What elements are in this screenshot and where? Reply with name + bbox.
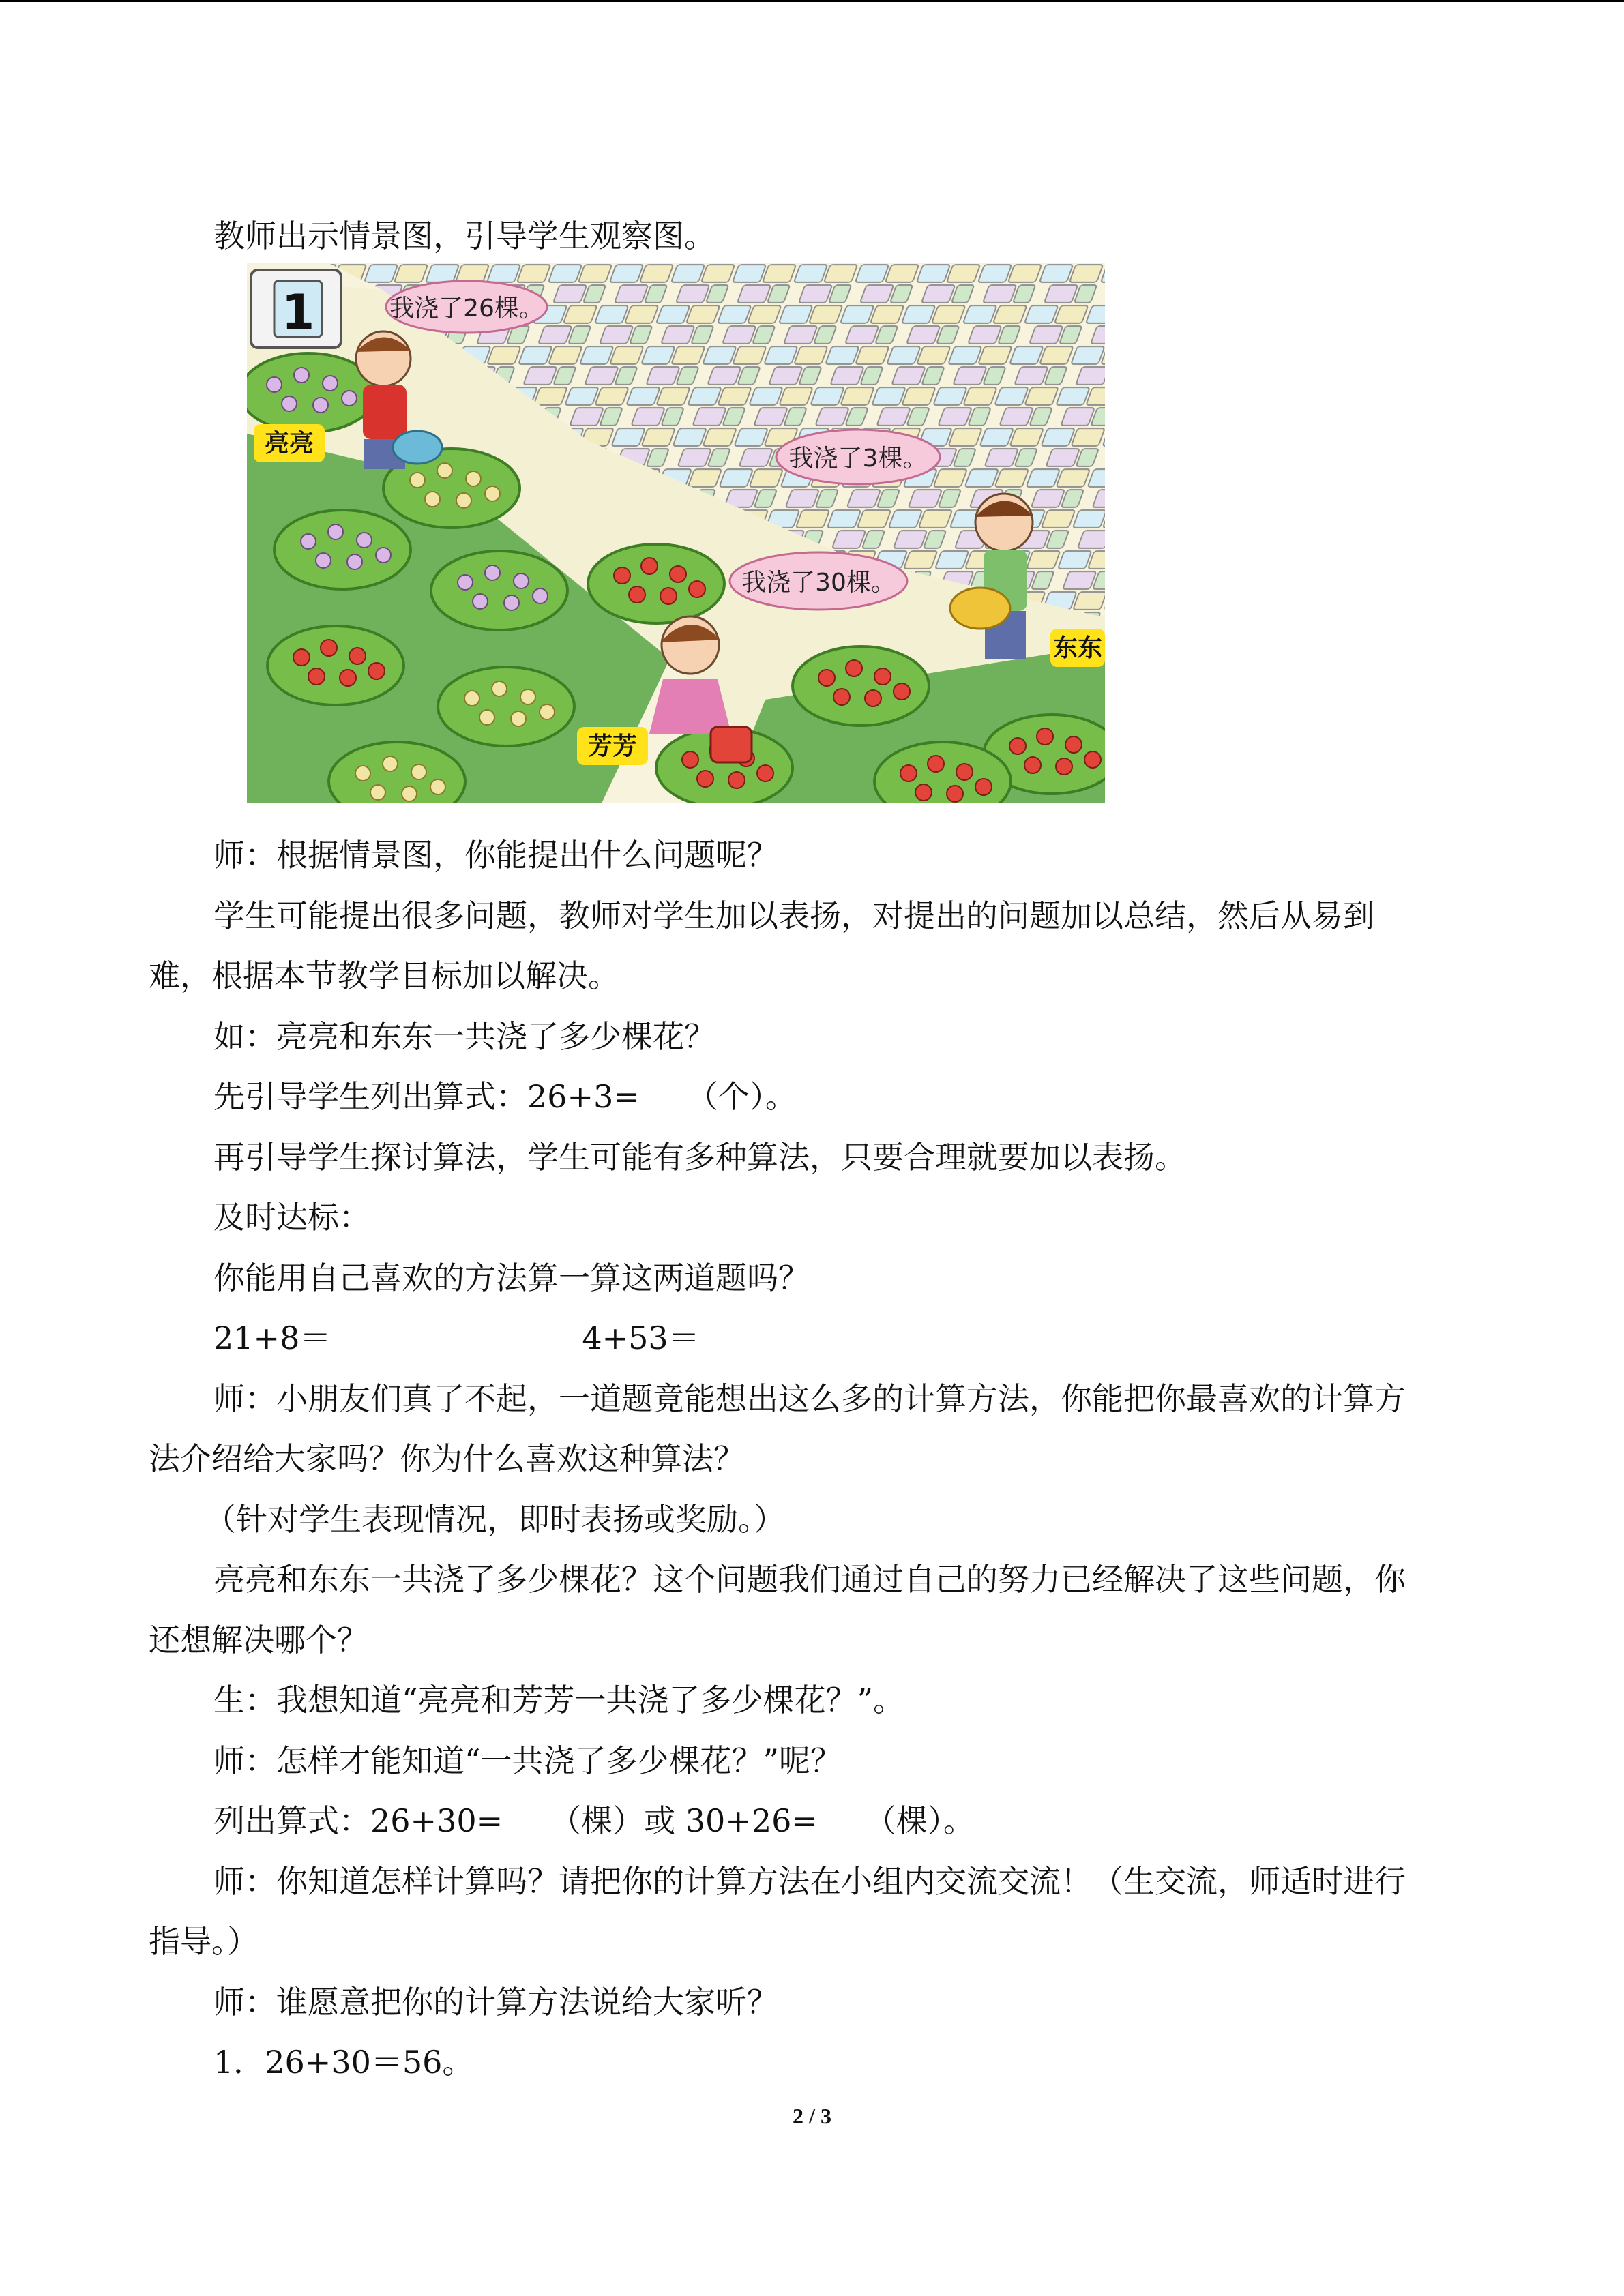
paragraph-practice-prompt: 你能用自己喜欢的方法算一算这两道题吗？ <box>213 1259 810 1296</box>
paragraph-feedback-note: （针对学生表现情况，即时表扬或奖励。） <box>205 1501 785 1538</box>
bubble-text-1: 我浇了26棵。 <box>389 295 544 323</box>
paragraph-teacher-question: 师：怎样才能知道“一共浇了多少棵花？”呢？ <box>213 1742 842 1779</box>
speech-bubble-2 <box>776 430 940 484</box>
paragraph-praise-1: 师：小朋友们真了不起，一道题竟能想出这么多的计算方法，你能把你最喜欢的计算方 <box>213 1380 1406 1417</box>
speech-bubble-3 <box>730 552 907 610</box>
paragraph-method-1: 1．26+30＝56。 <box>213 2044 474 2081</box>
paragraph-question-prompt: 师：根据情景图，你能提出什么问题呢？ <box>213 837 778 874</box>
scene-illustration <box>247 263 1105 803</box>
paragraph-example-question: 如：亮亮和东东一共浇了多少棵花？ <box>213 1018 715 1055</box>
lesson-number-badge <box>251 270 341 348</box>
paragraph-group-discuss-2: 指导。） <box>149 1923 259 1960</box>
paragraph-intro: 教师出示情景图，引导学生观察图。 <box>213 218 715 254</box>
paragraph-equation-1: 先引导学生列出算式：26+3= （个）。 <box>213 1078 797 1115</box>
paragraph-student-answer: 生：我想知道“亮亮和芳芳一共浇了多少棵花？”。 <box>213 1682 905 1718</box>
paragraph-practice-heading: 及时达标： <box>213 1199 370 1236</box>
name-tag-fangfang <box>577 727 648 765</box>
paragraph-practice-problems: 21+8＝ 4+53＝ <box>213 1320 700 1356</box>
paragraph-group-discuss-1: 师：你知道怎样计算吗？请把你的计算方法在小组内交流交流！（生交流，师适时进行 <box>213 1863 1406 1900</box>
page-number: 2 / 3 <box>793 2104 831 2128</box>
paragraph-share-method: 师：谁愿意把你的计算方法说给大家听？ <box>213 1984 778 2021</box>
name-tag-liangliang <box>254 424 325 462</box>
paragraph-summary-2: 难，根据本节教学目标加以解决。 <box>149 957 619 994</box>
paragraph-equation-2: 列出算式：26+30= （棵）或 30+26= （棵）。 <box>213 1802 975 1839</box>
svg-text:东东: 东东 <box>1052 634 1103 662</box>
paragraph-praise-2: 法介绍给大家吗？你为什么喜欢这种算法？ <box>149 1440 745 1477</box>
svg-text:亮亮: 亮亮 <box>264 430 314 458</box>
lesson-number: 1 <box>281 284 315 340</box>
page-top-border <box>0 0 1624 2</box>
paragraph-explore-methods: 再引导学生探讨算法，学生可能有多种算法，只要合理就要加以表扬。 <box>213 1139 1186 1176</box>
paragraph-summary-1: 学生可能提出很多问题，教师对学生加以表扬，对提出的问题加以总结，然后从易到 <box>213 897 1374 934</box>
paragraph-next-question-2: 还想解决哪个？ <box>149 1622 368 1658</box>
speech-bubble-1 <box>386 281 547 333</box>
paragraph-next-question-1: 亮亮和东东一共浇了多少棵花？这个问题我们通过自己的努力已经解决了这些问题，你 <box>213 1561 1406 1598</box>
bubble-text-3: 我浇了30棵。 <box>741 569 896 597</box>
svg-text:芳芳: 芳芳 <box>587 732 638 760</box>
bubble-text-2: 我浇了3棵。 <box>788 445 928 473</box>
name-tag-dongdong <box>1050 629 1105 667</box>
